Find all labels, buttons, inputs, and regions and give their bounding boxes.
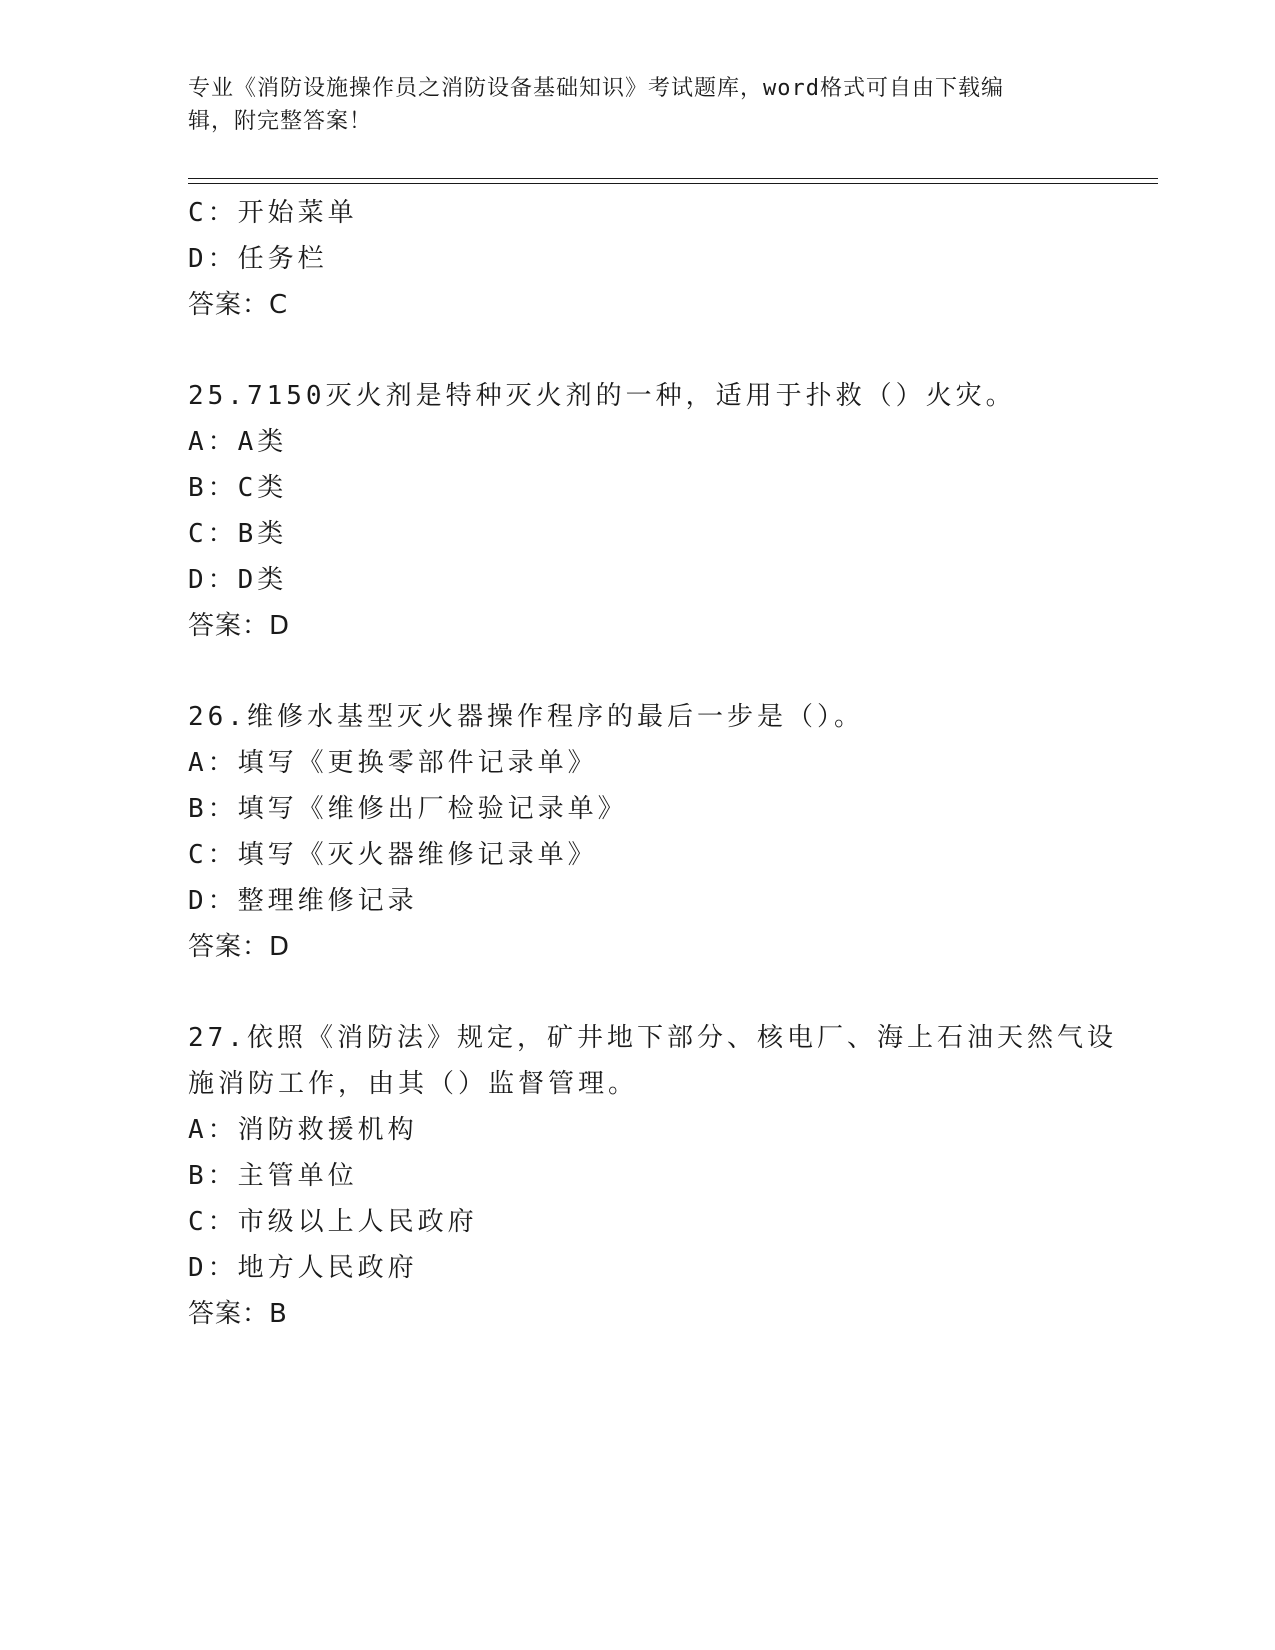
answer-line: 答案：C [188,290,289,320]
answer-line: 答案：D [188,611,291,641]
question-list [188,190,1148,1337]
option-c: C：填写《灭火器维修记录单》 [188,840,598,870]
option-d: D：整理维修记录 [188,886,418,916]
header-line-1: 专业《消防设施操作员之消防设备基础知识》考试题库，word格式可自由下载编 [188,76,1004,101]
header-rule-bottom [188,183,1158,184]
option-a: A：消防救援机构 [188,1115,418,1145]
option-b: B：C类 [188,473,288,503]
prev-question [188,190,1148,328]
option-a: A：填写《更换零部件记录单》 [188,748,598,778]
answer-line: 答案：B [188,1299,288,1329]
question-text-line-2: 施消防工作，由其（）监督管理。 [188,1069,639,1099]
question-text: 25.7150灭火剂是特种灭火剂的一种，适用于扑救（）火灾。 [188,381,1016,411]
option-d: D：地方人民政府 [188,1253,418,1283]
option-a: A：A类 [188,427,288,457]
option-c: C：市级以上人民政府 [188,1207,478,1237]
answer-line: 答案：D [188,932,291,962]
option-c: C：开始菜单 [188,198,358,228]
option-d: D：任务栏 [188,244,328,274]
question-26 [188,694,1148,970]
header-rule-top [188,178,1158,179]
document-header [188,72,1088,138]
question-text-line-1: 27.依照《消防法》规定，矿井地下部分、核电厂、海上石油天然气设 [188,1023,1117,1053]
option-b: B：主管单位 [188,1161,358,1191]
option-d: D：D类 [188,565,288,595]
option-c: C：B类 [188,519,288,549]
question-27 [188,1015,1148,1337]
question-25 [188,373,1148,649]
question-text: 26.维修水基型灭火器操作程序的最后一步是（）。 [188,702,864,732]
option-b: B：填写《维修出厂检验记录单》 [188,794,628,824]
header-line-2: 辑，附完整答案！ [188,109,373,134]
